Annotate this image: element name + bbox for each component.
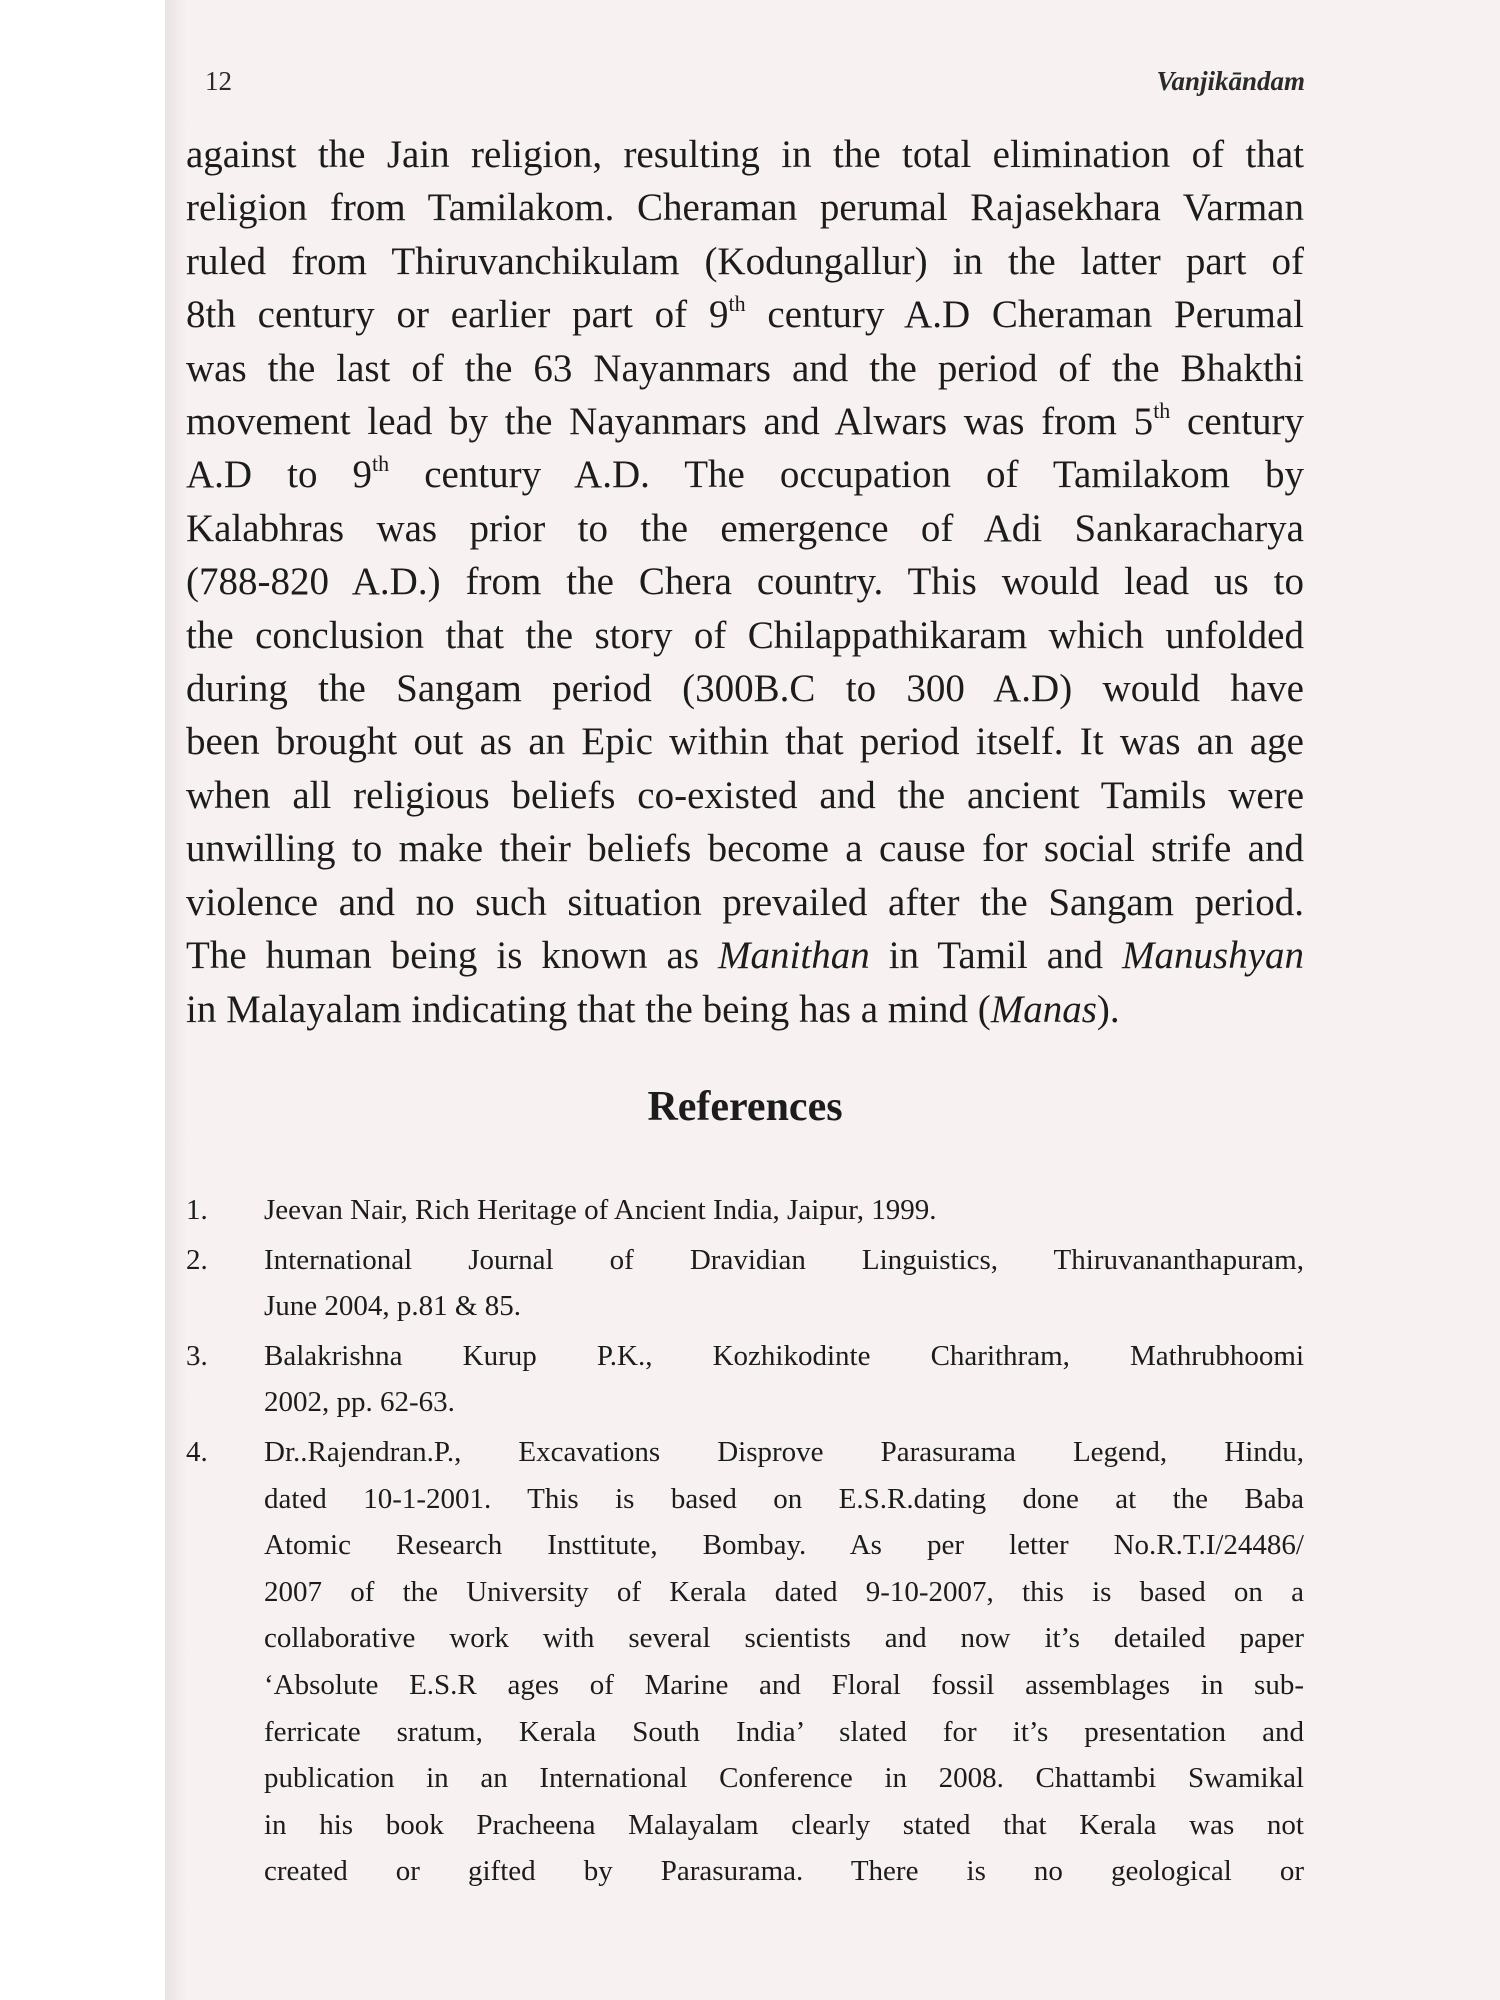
reference-line: June 2004, p.81 & 85. (264, 1290, 521, 1323)
reference-line: ‘Absolute E.S.R ages of Marine and Floral fossil assemblages in sub- (264, 1668, 1304, 1701)
reference-line: Dr..Rajendran.P., Excavations Disprove Parasurama Legend, Hindu, (264, 1435, 1304, 1468)
body-text (186, 128, 1304, 1036)
reference-item (186, 1333, 1304, 1426)
reference-line: collaborative work with several scientists and now it’s detailed paper (264, 1622, 1304, 1655)
reference-line: publication in an International Conference in 2008. Chattambi Swamikal (264, 1762, 1304, 1795)
body-line: (788-820 A.D.) from the Chera country. This would lead us to (186, 560, 1304, 604)
body-line: The human being is known as Manithan in Tamil and Manushyan (186, 934, 1305, 978)
body-line: unwilling to make their beliefs become a cause for social strife and (186, 827, 1304, 871)
reference-item (186, 1429, 1304, 1895)
page-number: 12 (205, 66, 232, 96)
body-line: was the last of the 63 Nayanmars and the period of the Bhakthi (186, 346, 1304, 390)
references-list (186, 1187, 1304, 1898)
reference-line: Jeevan Nair, Rich Heritage of Ancient India, Jaipur, 1999. (264, 1194, 937, 1226)
reference-line: dated 10-1-2001. This is based on E.S.R.dating done at the Baba (264, 1482, 1304, 1515)
body-line: in Malayalam indicating that the being has a mind (Manas). (186, 987, 1120, 1031)
reference-line: Balakrishna Kurup P.K., Kozhikodinte Charithram, Mathrubhoomi (264, 1339, 1304, 1372)
reference-line: 2007 of the University of Kerala dated 9-10-2007, this is based on a (264, 1575, 1304, 1608)
body-line: Kalabhras was prior to the emergence of Adi Sankaracharya (186, 506, 1304, 550)
reference-item (186, 1237, 1304, 1330)
reference-line: Atomic Research Insttitute, Bombay. As per letter No.R.T.I/24486/ (264, 1529, 1304, 1562)
body-line: been brought out as an Epic within that period itself. It was an age (186, 720, 1304, 764)
reference-line: 2002, pp. 62-63. (264, 1386, 455, 1419)
body-line: during the Sangam period (300B.C to 300 A.D) would have (186, 667, 1304, 711)
reference-line: ferricate sratum, Kerala South India’ slated for it’s presentation and (264, 1715, 1304, 1748)
reference-number: 2. (186, 1243, 208, 1276)
body-line: 8th century or earlier part of 9th century A.D Cheraman Perumal (186, 291, 1305, 337)
reference-item (186, 1187, 1304, 1234)
reference-line: International Journal of Dravidian Linguistics, Thiruvananthapuram, (264, 1243, 1304, 1276)
page-gutter-shadow (165, 0, 187, 2000)
reference-line: created or gifted by Parasurama. There is no geological or (264, 1855, 1304, 1888)
body-line: violence and no such situation prevailed after the Sangam period. (186, 880, 1304, 924)
body-line: religion from Tamilakom. Cheraman perumal Rajasekhara Varman (186, 186, 1304, 230)
running-title: Vanjikāndam (1156, 66, 1305, 96)
body-line: movement lead by the Nayanmars and Alwars was from 5th century (186, 398, 1304, 444)
running-header (205, 66, 1305, 106)
reference-line: in his book Pracheena Malayalam clearly stated that Kerala was not (264, 1808, 1304, 1841)
reference-number: 3. (186, 1339, 208, 1372)
reference-number: 1. (186, 1194, 208, 1226)
body-line: when all religious beliefs co-existed and the ancient Tamils were (186, 773, 1304, 817)
body-line: the conclusion that the story of Chilappathikaram which unfolded (186, 613, 1304, 657)
references-heading: References (647, 1084, 843, 1130)
reference-number: 4. (186, 1435, 208, 1468)
body-line: A.D to 9th century A.D. The occupation of Tamilakom by (186, 451, 1304, 497)
body-line: ruled from Thiruvanchikulam (Kodungallur) in the latter part of (186, 239, 1304, 283)
body-line: against the Jain religion, resulting in the total elimination of that (186, 133, 1304, 176)
